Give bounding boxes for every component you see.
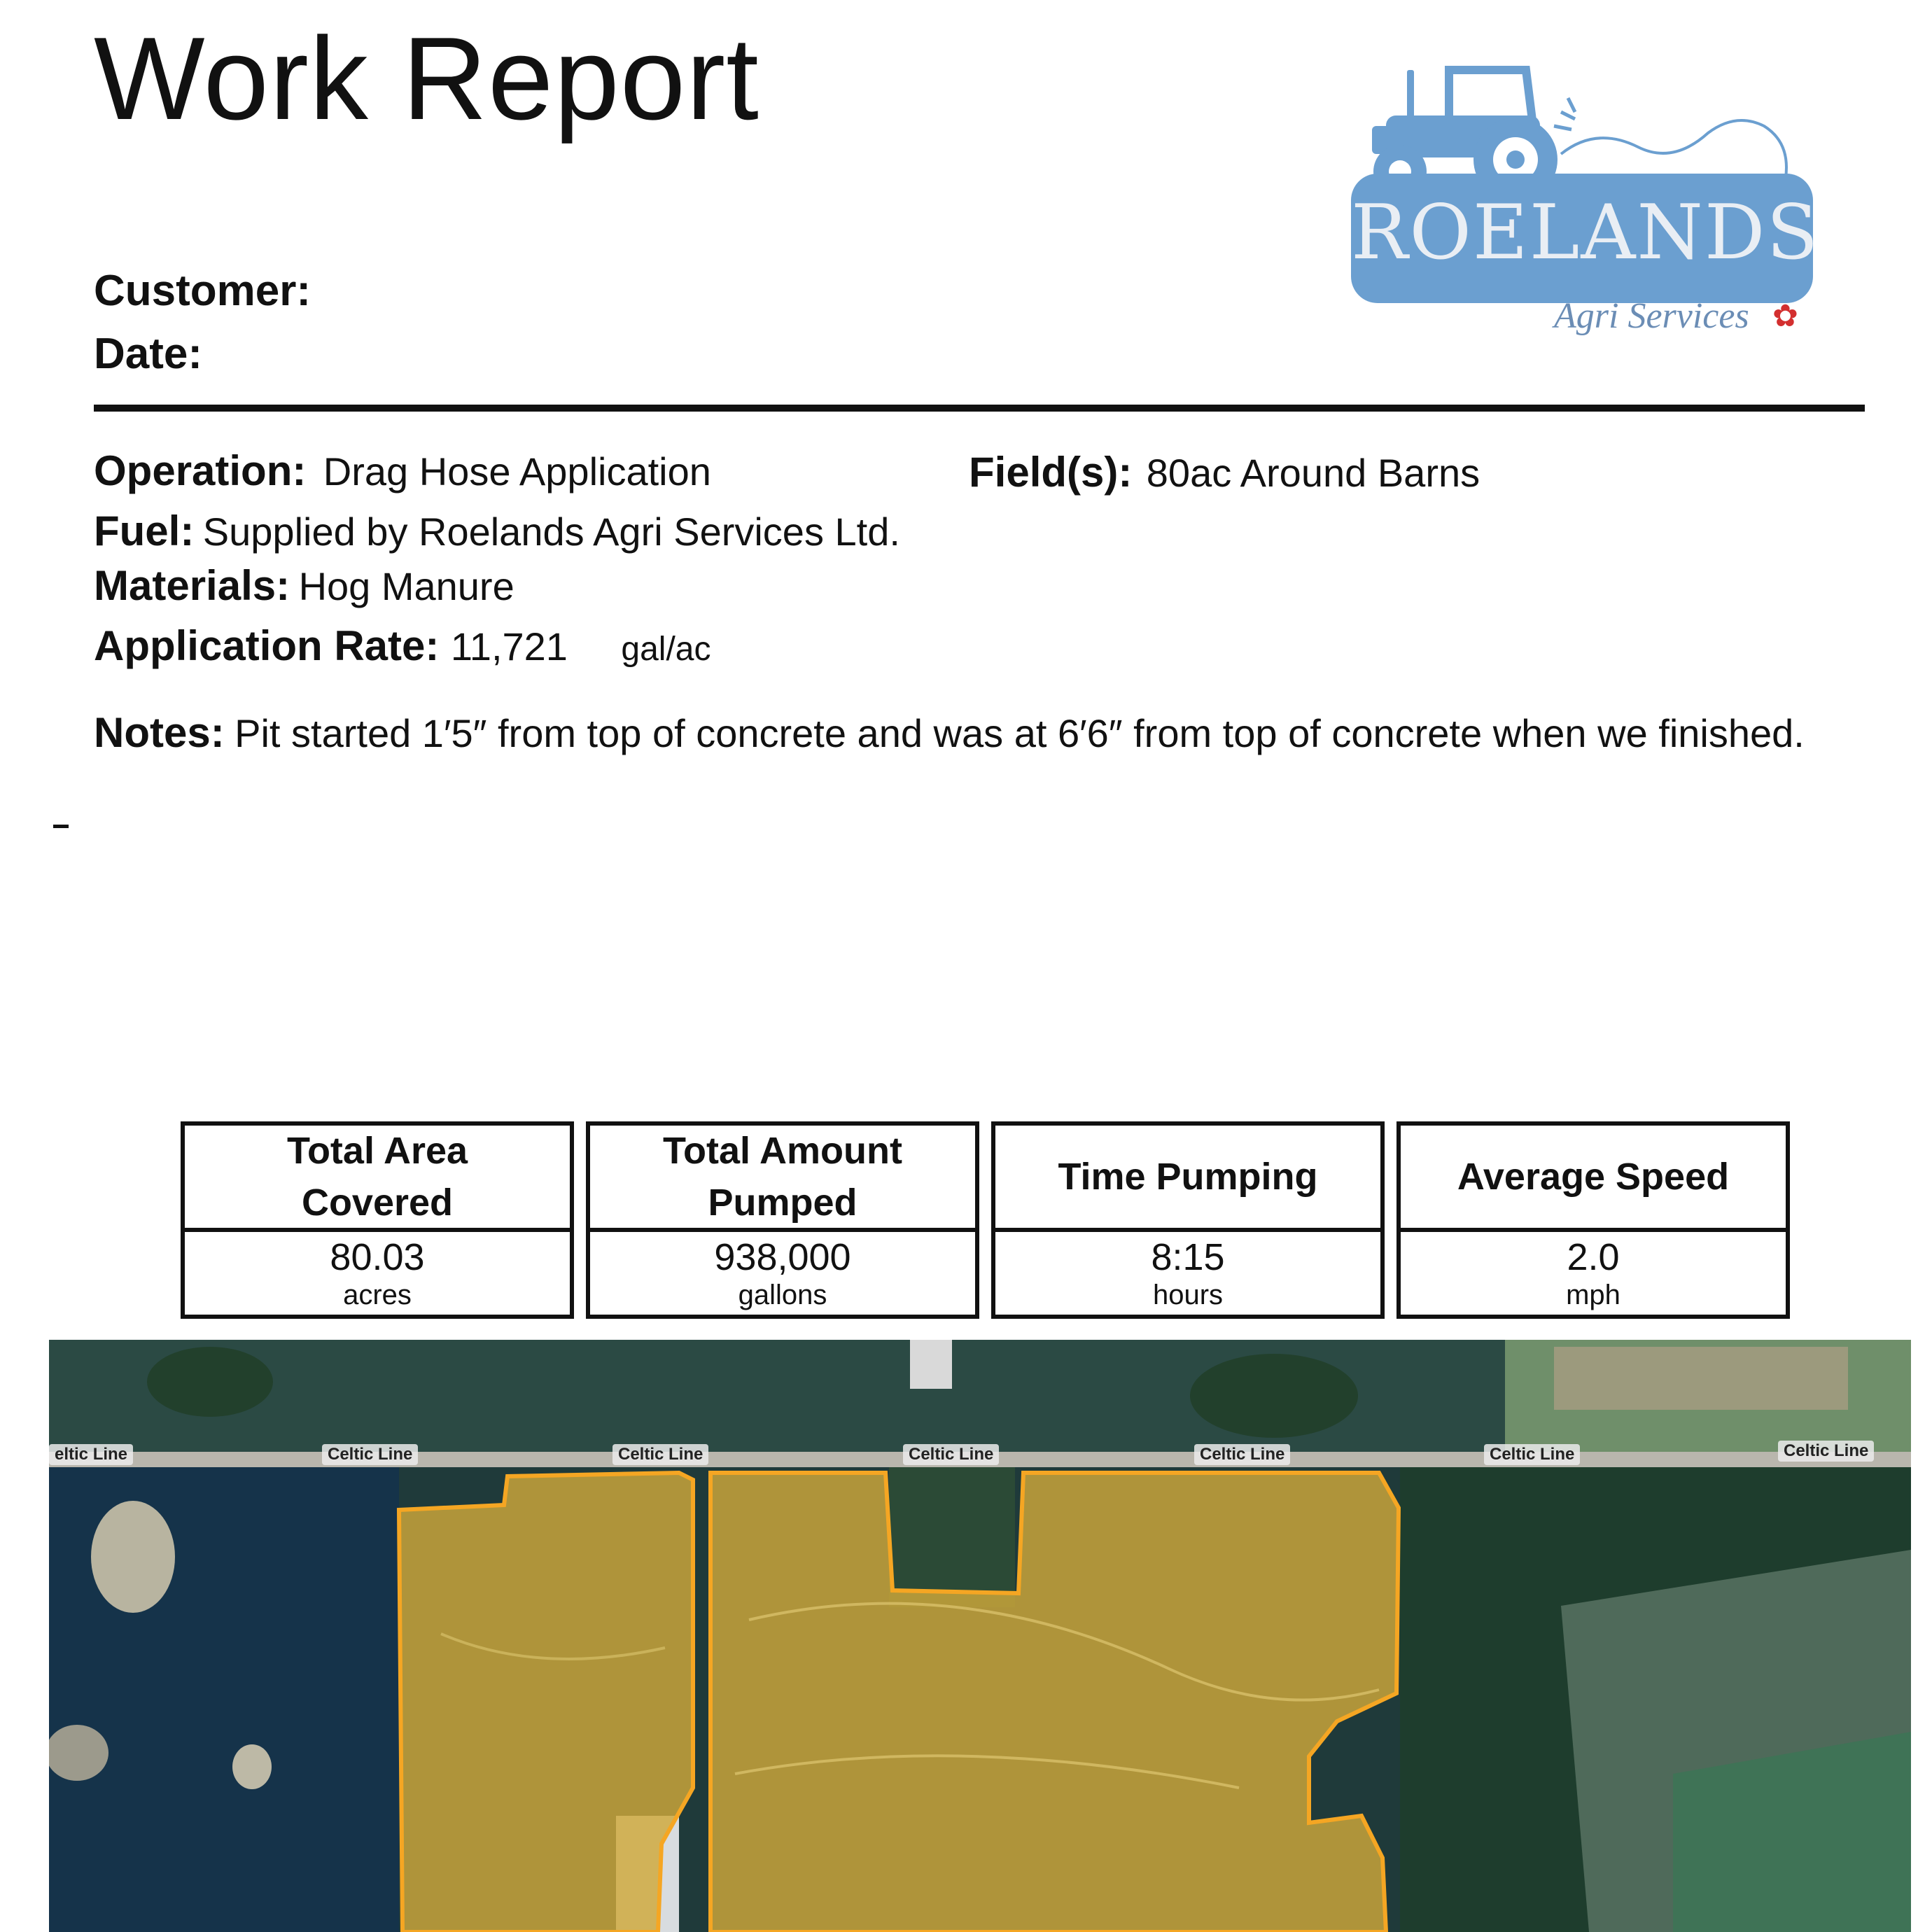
stat-header: Average Speed xyxy=(1457,1156,1730,1198)
stat-value: 2.0 xyxy=(1567,1236,1620,1278)
maple-leaf-icon: ✿ xyxy=(1772,299,1798,333)
satellite-field-map xyxy=(49,1340,1911,1932)
date-label: Date: xyxy=(94,330,203,378)
field-overlay-west xyxy=(399,1473,693,1932)
fields-label: Field(s): xyxy=(969,449,1133,496)
logo-tagline: Agri Services xyxy=(1554,296,1749,336)
road-label: Celtic Line xyxy=(612,1444,708,1465)
rate-value: 11,721 xyxy=(450,624,568,668)
stat-header: Total Area Covered xyxy=(286,1130,468,1224)
notes-value: Pit started 1′5″ from top of concrete and was at 6′6″ from top of concrete when we finished. xyxy=(234,711,1805,755)
fields-row xyxy=(969,448,1480,496)
stray-dash xyxy=(53,825,69,828)
road-label: Celtic Line xyxy=(1194,1444,1290,1465)
application-rate-row xyxy=(94,622,710,670)
fuel-row xyxy=(94,507,900,555)
road-label: Celtic Line xyxy=(322,1444,418,1465)
notes-label: Notes: xyxy=(94,709,225,756)
road-label: Celtic Line xyxy=(1484,1444,1580,1465)
rate-unit: gal/ac xyxy=(621,631,711,668)
materials-value: Hog Manure xyxy=(298,564,514,608)
operation-row xyxy=(94,447,711,495)
materials-label: Materials: xyxy=(94,562,290,609)
fields-value: 80ac Around Barns xyxy=(1146,451,1480,495)
stat-value: 8:15 xyxy=(1151,1236,1225,1278)
materials-row xyxy=(94,561,514,610)
fuel-value: Supplied by Roelands Agri Services Ltd. xyxy=(202,510,900,554)
header-divider xyxy=(94,405,1865,412)
company-logo xyxy=(1344,49,1834,350)
rate-label: Application Rate: xyxy=(94,622,440,669)
stat-header: Total Amount Pumped xyxy=(663,1130,902,1224)
stat-value: 938,000 xyxy=(714,1236,851,1278)
stat-total-pumped xyxy=(586,1121,979,1319)
fuel-label: Fuel: xyxy=(94,507,195,554)
stat-total-area xyxy=(181,1121,574,1319)
logo-name: ROELANDS xyxy=(1351,189,1820,276)
stat-header: Time Pumping xyxy=(1058,1156,1318,1198)
road-label: eltic Line xyxy=(49,1444,133,1465)
stat-value: 80.03 xyxy=(330,1236,425,1278)
stat-unit: mph xyxy=(1566,1280,1620,1310)
stat-average-speed xyxy=(1396,1121,1790,1319)
operation-value: Drag Hose Application xyxy=(323,449,711,493)
stat-time-pumping xyxy=(991,1121,1385,1319)
customer-label: Customer: xyxy=(94,267,312,315)
report-title: Work Report xyxy=(94,13,760,144)
road-label: Celtic Line xyxy=(1778,1441,1874,1462)
operation-label: Operation: xyxy=(94,447,307,494)
field-overlay-east xyxy=(710,1473,1399,1932)
road-label: Celtic Line xyxy=(903,1444,999,1465)
stat-unit: acres xyxy=(343,1280,412,1310)
stat-unit: gallons xyxy=(738,1280,827,1310)
stat-unit: hours xyxy=(1152,1280,1224,1310)
notes-row xyxy=(94,708,1805,757)
